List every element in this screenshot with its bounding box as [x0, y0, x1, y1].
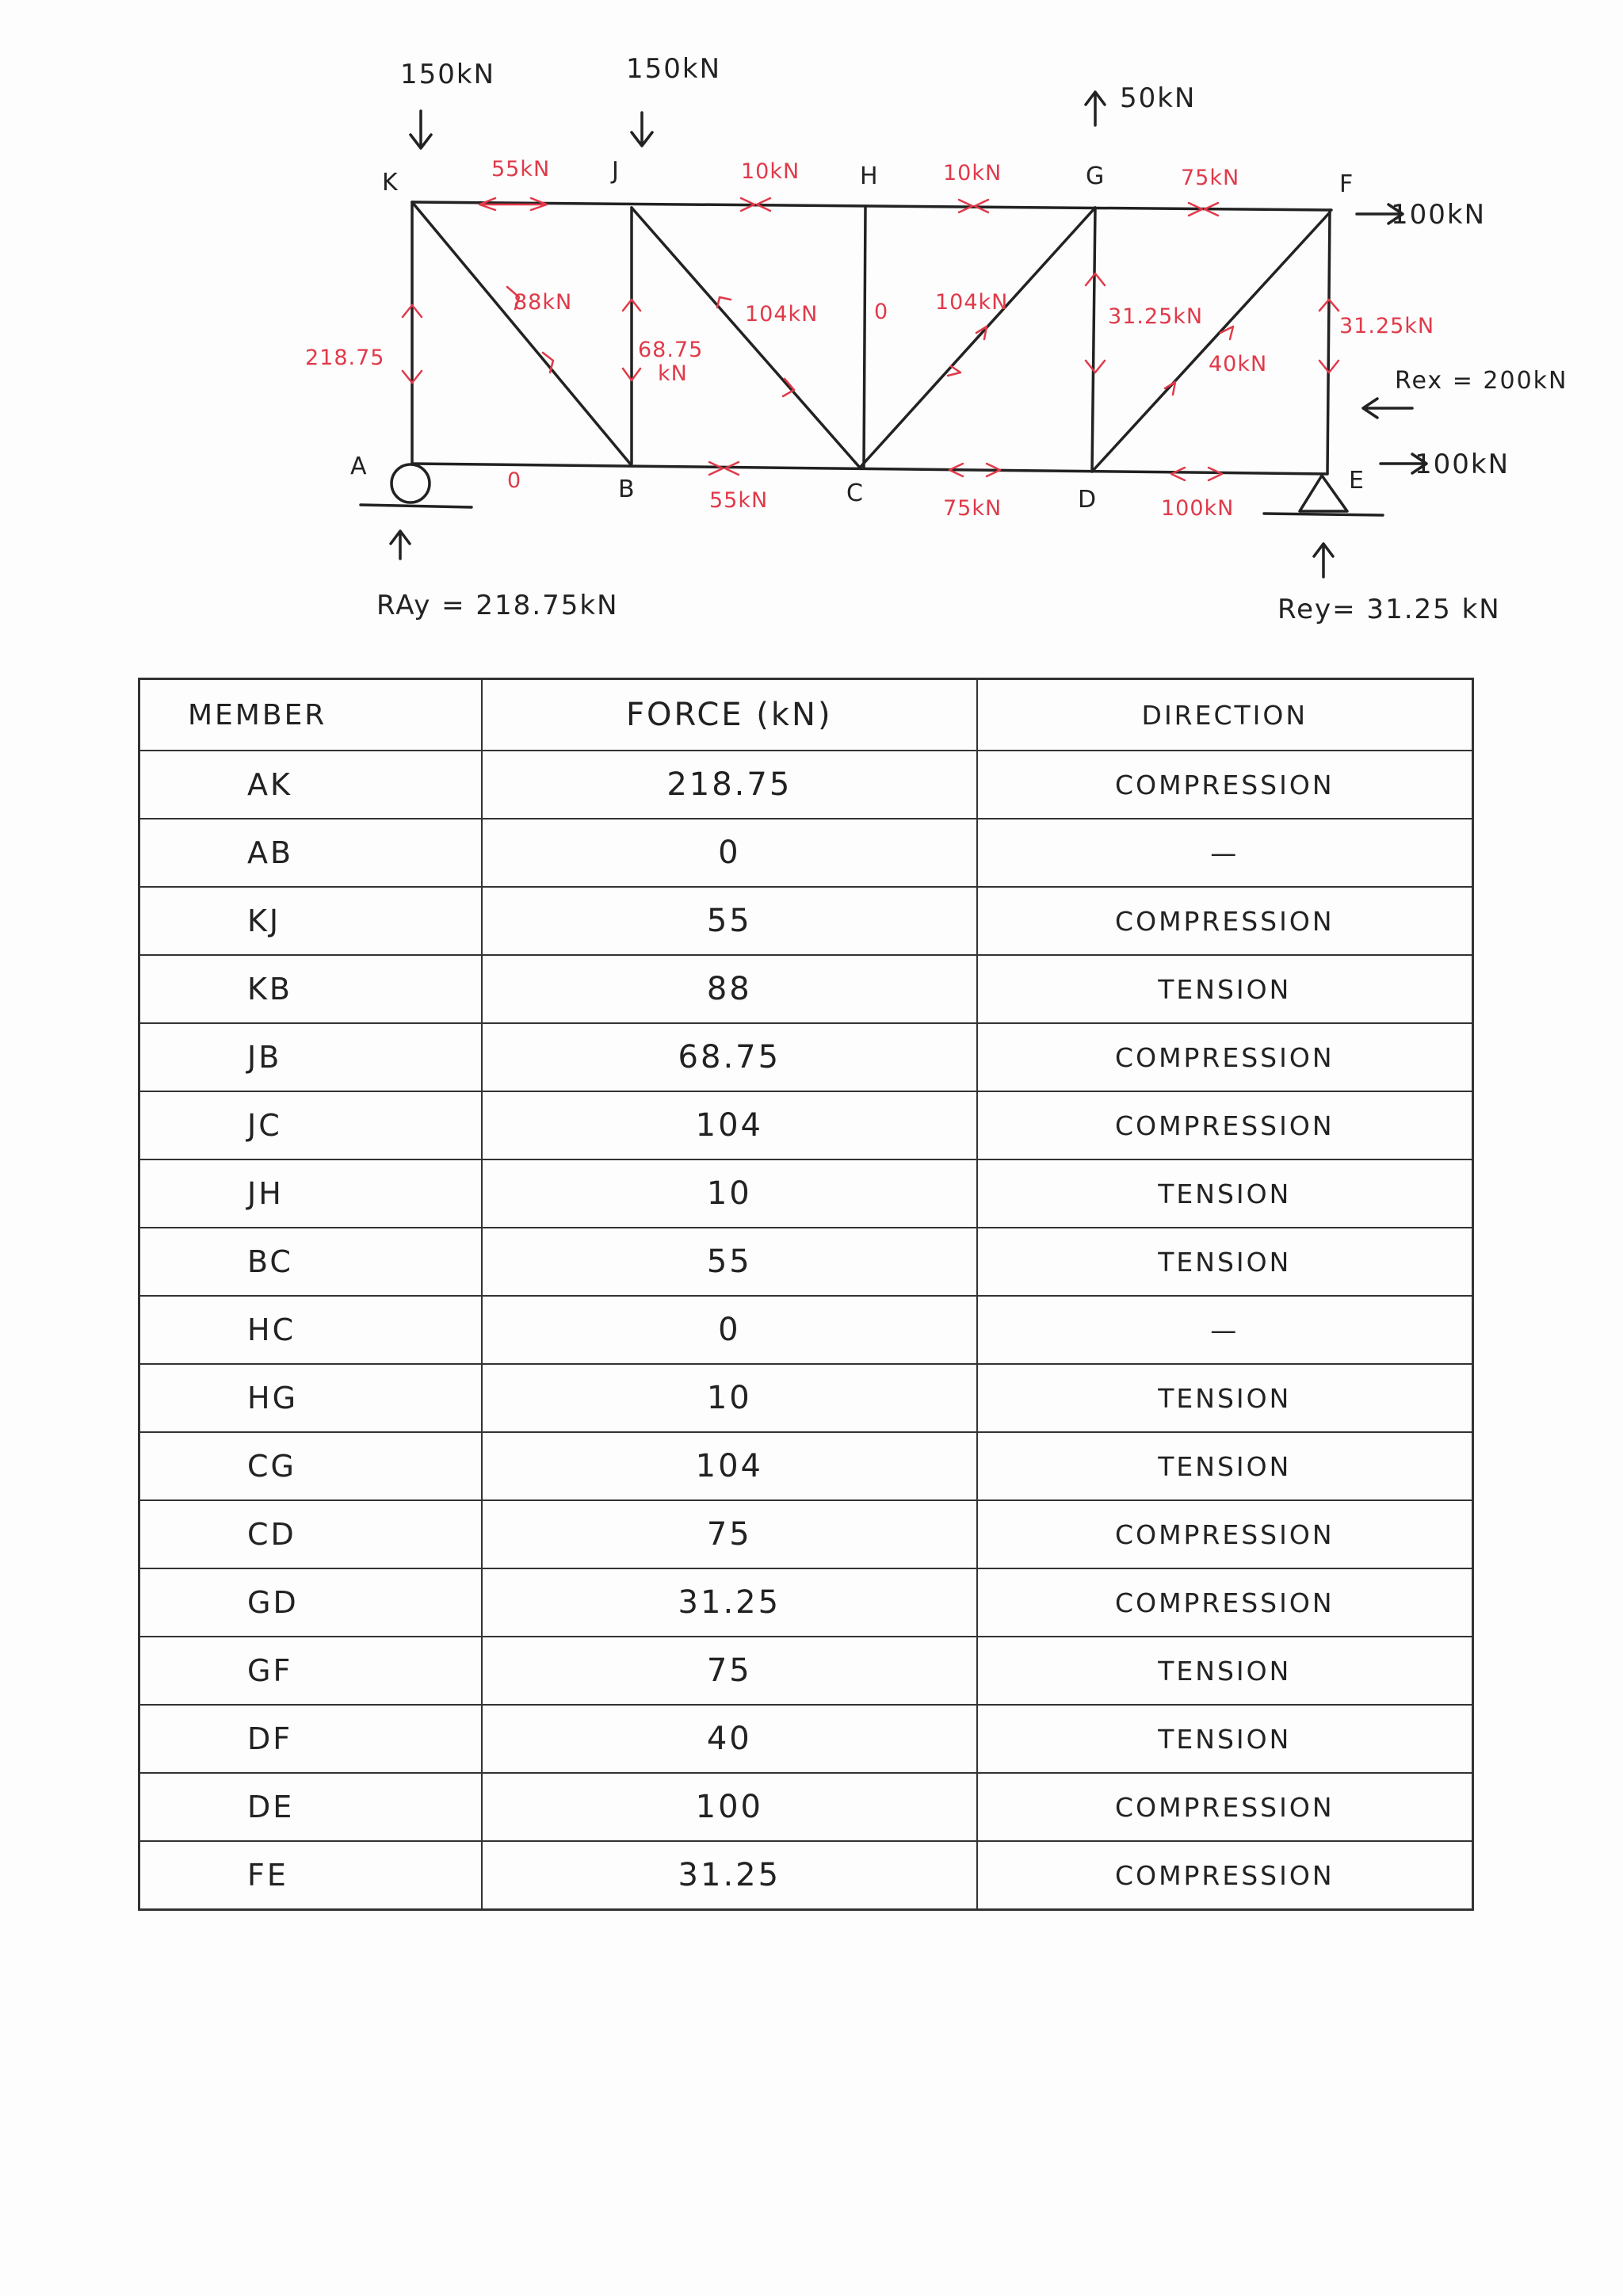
- load-f-label: 100kN: [1391, 199, 1487, 231]
- node-label-a: A: [350, 453, 367, 480]
- node-label-k: K: [382, 169, 398, 197]
- node-labels: [350, 157, 1364, 514]
- truss-diagram: [0, 0, 1623, 650]
- cell-force: 31.25: [482, 1568, 977, 1637]
- cell-force: 10: [482, 1364, 977, 1432]
- cell-force: 68.75: [482, 1023, 977, 1091]
- node-label-g: G: [1086, 162, 1105, 190]
- cell-member: JB: [139, 1023, 483, 1091]
- cell-direction: TENSION: [977, 955, 1473, 1023]
- force-label-kj: 55kN: [491, 157, 551, 181]
- force-label-cg: 104kN: [935, 290, 1009, 315]
- cell-force: 104: [482, 1432, 977, 1500]
- cell-member: AK: [139, 751, 483, 819]
- cell-direction: TENSION: [977, 1228, 1473, 1296]
- cell-direction: —: [977, 819, 1473, 887]
- table-row: [139, 1296, 1473, 1364]
- table-row: [139, 1705, 1473, 1773]
- cell-member: FE: [139, 1841, 483, 1910]
- cell-force: 88: [482, 955, 977, 1023]
- force-label-hc: 0: [874, 300, 889, 324]
- cell-force: 0: [482, 1296, 977, 1364]
- cell-member: JC: [139, 1091, 483, 1159]
- cell-member: GF: [139, 1637, 483, 1705]
- force-label-jc: 104kN: [745, 302, 819, 327]
- pin-support-e: [1264, 476, 1383, 515]
- table-row: [139, 1091, 1473, 1159]
- table-row: [139, 887, 1473, 955]
- cell-direction: COMPRESSION: [977, 1023, 1473, 1091]
- cell-member: HC: [139, 1296, 483, 1364]
- member-df: [1092, 212, 1330, 472]
- cell-direction: COMPRESSION: [977, 1568, 1473, 1637]
- force-label-hg: 10kN: [943, 161, 1002, 185]
- load-k-label: 150kN: [400, 59, 496, 90]
- table-row: [139, 955, 1473, 1023]
- load-g-arrow: [1086, 92, 1105, 125]
- cell-direction: COMPRESSION: [977, 1841, 1473, 1910]
- node-label-b: B: [618, 476, 635, 503]
- cell-member: GD: [139, 1568, 483, 1637]
- force-arrows-kj: [479, 198, 547, 210]
- header-member: MEMBER: [139, 679, 483, 751]
- reaction-ex-label: Rex = 200kN: [1395, 367, 1568, 395]
- table-row: [139, 1159, 1473, 1228]
- member-ae-bottom-chord: [412, 464, 1327, 474]
- member-fe: [1327, 210, 1330, 474]
- force-label-de: 100kN: [1161, 496, 1235, 521]
- force-label-gd: 31.25kN: [1108, 304, 1204, 329]
- reaction-ex-arrow: [1363, 399, 1412, 418]
- member-cg: [860, 208, 1095, 468]
- cell-direction: COMPRESSION: [977, 1500, 1473, 1568]
- table-row: [139, 1228, 1473, 1296]
- pin-support-a: [361, 464, 472, 507]
- load-k-arrow: [411, 111, 431, 148]
- cell-direction: COMPRESSION: [977, 751, 1473, 819]
- cell-member: DE: [139, 1773, 483, 1841]
- table-row: [139, 1568, 1473, 1637]
- node-label-j: J: [612, 157, 619, 185]
- table-row: [139, 1364, 1473, 1432]
- load-j-arrow: [632, 113, 652, 146]
- reaction-ay-label: RAy = 218.75kN: [376, 590, 619, 621]
- force-label-ab: 0: [507, 468, 522, 493]
- reaction-ay-arrow: [391, 531, 410, 559]
- force-label-fe: 31.25kN: [1339, 314, 1435, 338]
- table-row: [139, 1023, 1473, 1091]
- force-label-jb-unit: kN: [658, 361, 688, 386]
- table-row: [139, 1500, 1473, 1568]
- cell-direction: TENSION: [977, 1705, 1473, 1773]
- member-gd: [1092, 208, 1095, 472]
- cell-force: 0: [482, 819, 977, 887]
- cell-member: KB: [139, 955, 483, 1023]
- member-force-table: [138, 678, 1474, 1911]
- table-row: [139, 751, 1473, 819]
- force-label-jb: 68.75: [638, 338, 704, 362]
- force-label-bc: 55kN: [709, 488, 769, 513]
- table-row: [139, 1432, 1473, 1500]
- force-label-gf: 75kN: [1181, 166, 1240, 190]
- member-kb: [412, 202, 630, 464]
- cell-force: 75: [482, 1637, 977, 1705]
- reaction-ey-label: Rey= 31.25 kN: [1277, 594, 1501, 625]
- cell-force: 55: [482, 1228, 977, 1296]
- force-label-jh: 10kN: [741, 159, 800, 184]
- cell-direction: TENSION: [977, 1159, 1473, 1228]
- cell-direction: —: [977, 1296, 1473, 1364]
- node-label-h: H: [860, 162, 878, 190]
- cell-member: BC: [139, 1228, 483, 1296]
- force-label-ak: 218.75: [305, 346, 385, 370]
- force-label-df: 40kN: [1209, 352, 1268, 376]
- cell-direction: TENSION: [977, 1637, 1473, 1705]
- table-header-row: [139, 679, 1473, 751]
- cell-direction: COMPRESSION: [977, 1091, 1473, 1159]
- cell-member: JH: [139, 1159, 483, 1228]
- load-j-label: 150kN: [626, 53, 722, 85]
- applied-loads: [400, 53, 1510, 480]
- cell-force: 218.75: [482, 751, 977, 819]
- cell-force: 104: [482, 1091, 977, 1159]
- cell-direction: TENSION: [977, 1364, 1473, 1432]
- cell-member: DF: [139, 1705, 483, 1773]
- cell-member: CG: [139, 1432, 483, 1500]
- force-label-cd: 75kN: [943, 496, 1002, 521]
- node-label-e: E: [1349, 467, 1364, 495]
- member-force-annotations: [305, 157, 1434, 521]
- cell-force: 10: [482, 1159, 977, 1228]
- member-hc: [864, 206, 865, 468]
- table-body: [139, 751, 1473, 1910]
- cell-force: 75: [482, 1500, 977, 1568]
- truss-members: [412, 202, 1331, 474]
- force-label-kb: 88kN: [514, 290, 573, 315]
- node-label-c: C: [846, 479, 863, 507]
- cell-member: HG: [139, 1364, 483, 1432]
- cell-force: 40: [482, 1705, 977, 1773]
- cell-direction: TENSION: [977, 1432, 1473, 1500]
- table-row: [139, 1637, 1473, 1705]
- cell-force: 100: [482, 1773, 977, 1841]
- cell-member: KJ: [139, 887, 483, 955]
- cell-direction: COMPRESSION: [977, 1773, 1473, 1841]
- cell-force: 31.25: [482, 1841, 977, 1910]
- cell-direction: COMPRESSION: [977, 887, 1473, 955]
- table-row: [139, 819, 1473, 887]
- table-row: [139, 1841, 1473, 1910]
- header-force: FORCE (kN): [482, 679, 977, 751]
- cell-force: 55: [482, 887, 977, 955]
- header-direction: DIRECTION: [977, 679, 1473, 751]
- node-label-d: D: [1078, 486, 1097, 514]
- reaction-ey-arrow: [1314, 544, 1333, 577]
- load-g-label: 50kN: [1120, 82, 1197, 114]
- cell-member: CD: [139, 1500, 483, 1568]
- cell-member: AB: [139, 819, 483, 887]
- load-e-label: 100kN: [1415, 449, 1510, 480]
- node-label-f: F: [1339, 170, 1354, 198]
- table-row: [139, 1773, 1473, 1841]
